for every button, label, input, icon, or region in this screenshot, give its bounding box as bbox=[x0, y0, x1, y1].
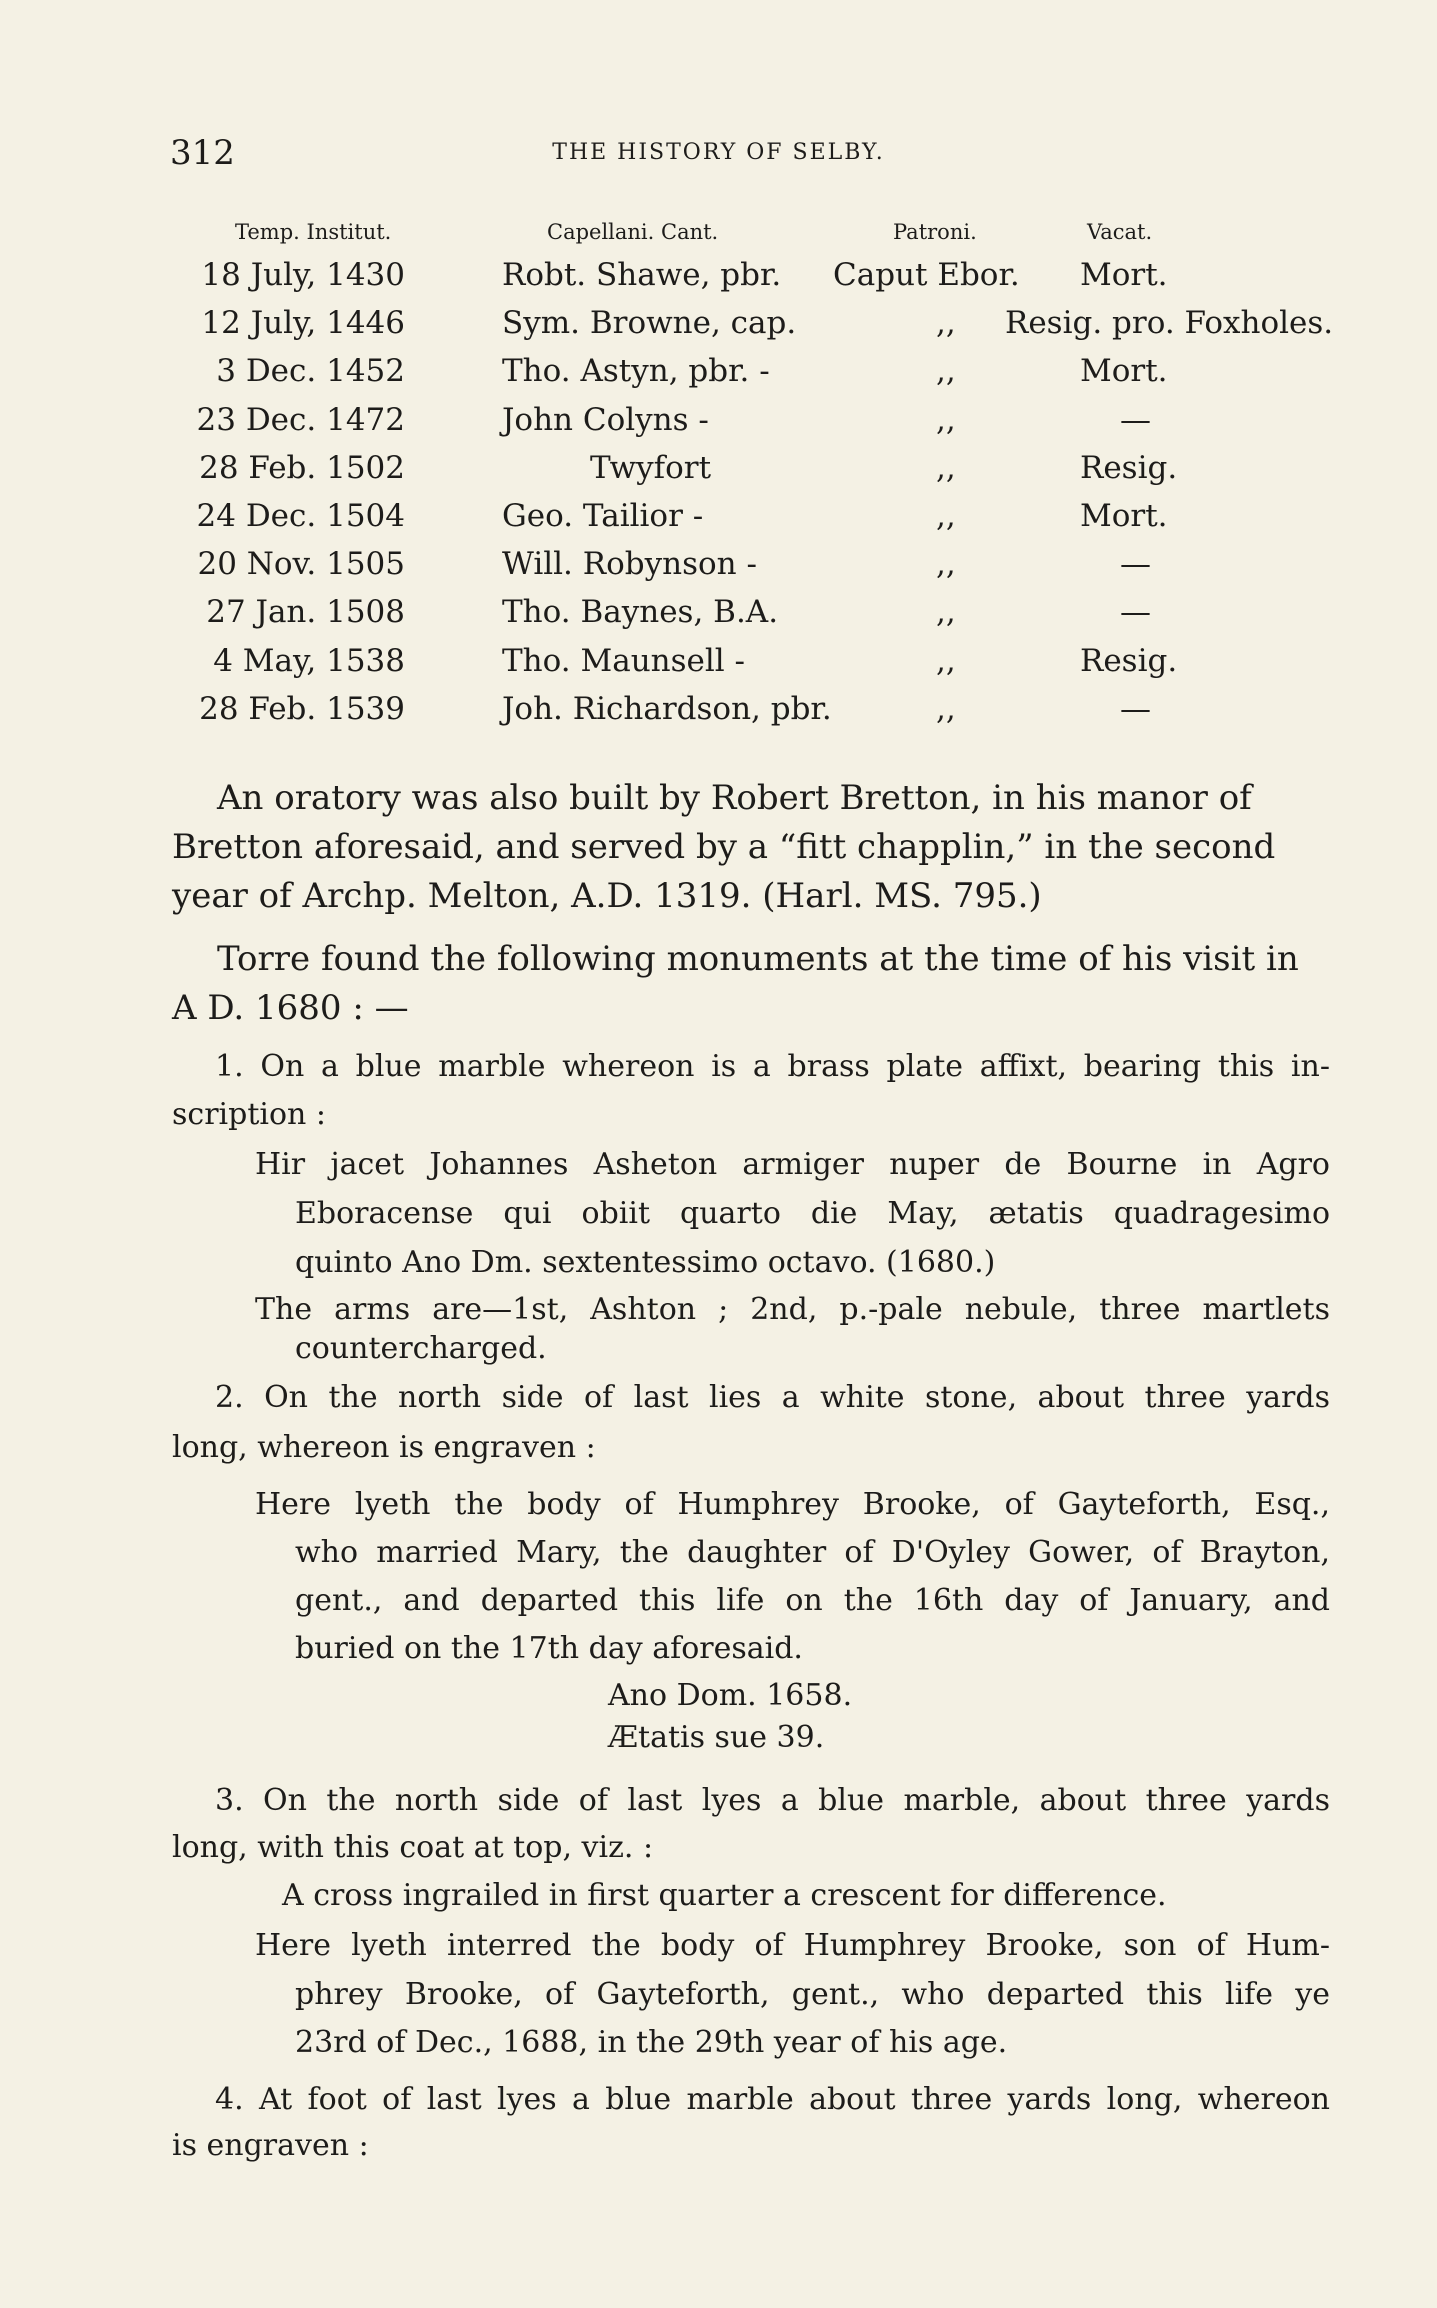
item4-line: is engraven : bbox=[172, 2128, 369, 2163]
item1-inscription-line: Hir jacet Johannes Asheton armiger nuper de Bourne in Agro bbox=[255, 1147, 1330, 1182]
row-vacat: — bbox=[1120, 594, 1151, 630]
item2-inscription-line: buried on the 17th day aforesaid. bbox=[295, 1631, 803, 1666]
row-vacat: Mort. bbox=[1080, 353, 1168, 389]
row-vacat: Mort. bbox=[1080, 498, 1168, 534]
item2-inscription-line: gent., and departed this life on the 16th day of January, and bbox=[295, 1583, 1330, 1618]
row-patron: ,, bbox=[936, 402, 956, 438]
row-chaplain: Twyfort bbox=[590, 450, 712, 486]
col-header-patroni: Patroni. bbox=[893, 220, 977, 244]
table-row bbox=[0, 402, 1437, 450]
col-header-institut: Temp. Institut. bbox=[235, 220, 392, 244]
item2-inscription-line: Here lyeth the body of Humphrey Brooke, of Gayteforth, Esq., bbox=[255, 1487, 1330, 1522]
item1-arms-line: The arms are—1st, Ashton ; 2nd, p.-pale nebule, three martlets bbox=[255, 1292, 1330, 1327]
row-date: 20 Nov. 1505 bbox=[197, 546, 405, 582]
row-vacat: Resig. pro. Foxholes. bbox=[1005, 305, 1334, 341]
item1-inscription-line: quinto Ano Dm. sextentessimo octavo. (1680.) bbox=[295, 1245, 996, 1280]
row-patron: Caput Ebor. bbox=[833, 257, 1020, 293]
row-chaplain: Joh. Richardson, pbr. bbox=[502, 691, 832, 727]
item3-inscription-line: Here lyeth interred the body of Humphrey Brooke, son of Hum- bbox=[255, 1928, 1330, 1963]
row-vacat: — bbox=[1120, 546, 1151, 582]
paragraph-oratory: An oratory was also built by Robert Bretton, in his manor of Bretton aforesaid, and served by a “fitt chapplin,” in the second year of Archp. Melton, A.D. 1319. (Harl. MS. 795.) bbox=[172, 778, 1276, 916]
row-patron: ,, bbox=[936, 691, 956, 727]
table-row bbox=[0, 257, 1437, 305]
item1-arms-line: countercharged. bbox=[295, 1331, 547, 1366]
row-date: 12 July, 1446 bbox=[201, 305, 405, 341]
row-chaplain: Robt. Shawe, pbr. bbox=[502, 257, 782, 293]
row-date: 3 Dec. 1452 bbox=[216, 353, 405, 389]
page-number: 312 bbox=[170, 133, 235, 173]
row-vacat: Mort. bbox=[1080, 257, 1168, 293]
table-row bbox=[0, 643, 1437, 691]
row-vacat: — bbox=[1120, 691, 1151, 727]
row-vacat: — bbox=[1120, 402, 1151, 438]
item2-age: Ætatis sue 39. bbox=[608, 1720, 825, 1755]
item1-line: 1. On a blue marble whereon is a brass plate affixt, bearing this in- bbox=[215, 1049, 1330, 1084]
item3-inscription-line: 23rd of Dec., 1688, in the 29th year of his age. bbox=[295, 2025, 1008, 2060]
row-chaplain: Will. Robynson - bbox=[502, 546, 757, 582]
row-date: 23 Dec. 1472 bbox=[196, 402, 405, 438]
item2-inscription-line: who married Mary, the daughter of D'Oyley Gower, of Brayton, bbox=[295, 1535, 1330, 1570]
table-row bbox=[0, 305, 1437, 353]
table-row bbox=[0, 498, 1437, 546]
row-date: 18 July, 1430 bbox=[201, 257, 405, 293]
item2-line: long, whereon is engraven : bbox=[172, 1430, 596, 1465]
table-row bbox=[0, 594, 1437, 642]
row-patron: ,, bbox=[936, 594, 956, 630]
table-row bbox=[0, 450, 1437, 498]
row-patron: ,, bbox=[936, 450, 956, 486]
row-vacat: Resig. bbox=[1080, 643, 1178, 679]
table-row bbox=[0, 353, 1437, 401]
item1-inscription-line: Eboracense qui obiit quarto die May, ætatis quadragesimo bbox=[295, 1196, 1330, 1231]
table-row bbox=[0, 691, 1437, 739]
row-chaplain: Tho. Maunsell - bbox=[502, 643, 746, 679]
row-patron: ,, bbox=[936, 643, 956, 679]
item1-line: scription : bbox=[172, 1097, 327, 1132]
item3-inscription-line: phrey Brooke, of Gayteforth, gent., who departed this life ye bbox=[295, 1977, 1330, 2012]
row-vacat: Resig. bbox=[1080, 450, 1178, 486]
item2-line: 2. On the north side of last lies a white stone, about three yards bbox=[215, 1380, 1330, 1415]
item3-line: 3. On the north side of last lyes a blue marble, about three yards bbox=[215, 1783, 1330, 1818]
item2-date: Ano Dom. 1658. bbox=[608, 1678, 853, 1713]
col-header-capellani: Capellani. Cant. bbox=[547, 220, 719, 244]
row-patron: ,, bbox=[936, 498, 956, 534]
row-chaplain: Sym. Browne, cap. bbox=[502, 305, 797, 341]
col-header-vacat: Vacat. bbox=[1087, 220, 1153, 244]
row-date: 28 Feb. 1539 bbox=[199, 691, 405, 727]
item3-line: long, with this coat at top, viz. : bbox=[172, 1830, 654, 1865]
row-chaplain: Tho. Astyn, pbr. - bbox=[502, 353, 770, 389]
item4-line: 4. At foot of last lyes a blue marble about three yards long, whereon bbox=[215, 2082, 1330, 2117]
row-date: 28 Feb. 1502 bbox=[199, 450, 405, 486]
paragraph-torre: Torre found the following monuments at the time of his visit in A D. 1680 : — bbox=[172, 939, 1299, 1028]
row-chaplain: Tho. Baynes, B.A. bbox=[502, 594, 779, 630]
running-title: THE HISTORY OF SELBY. bbox=[552, 140, 885, 165]
row-date: 27 Jan. 1508 bbox=[206, 594, 405, 630]
row-date: 24 Dec. 1504 bbox=[196, 498, 405, 534]
item3-coat: A cross ingrailed in first quarter a crescent for difference. bbox=[282, 1878, 1167, 1913]
row-patron: ,, bbox=[936, 546, 956, 582]
row-patron: ,, bbox=[936, 353, 956, 389]
table-row bbox=[0, 546, 1437, 594]
row-patron: ,, bbox=[936, 305, 956, 341]
row-date: 4 May, 1538 bbox=[213, 643, 405, 679]
row-chaplain: John Colyns - bbox=[502, 402, 709, 438]
row-chaplain: Geo. Tailior - bbox=[502, 498, 704, 534]
